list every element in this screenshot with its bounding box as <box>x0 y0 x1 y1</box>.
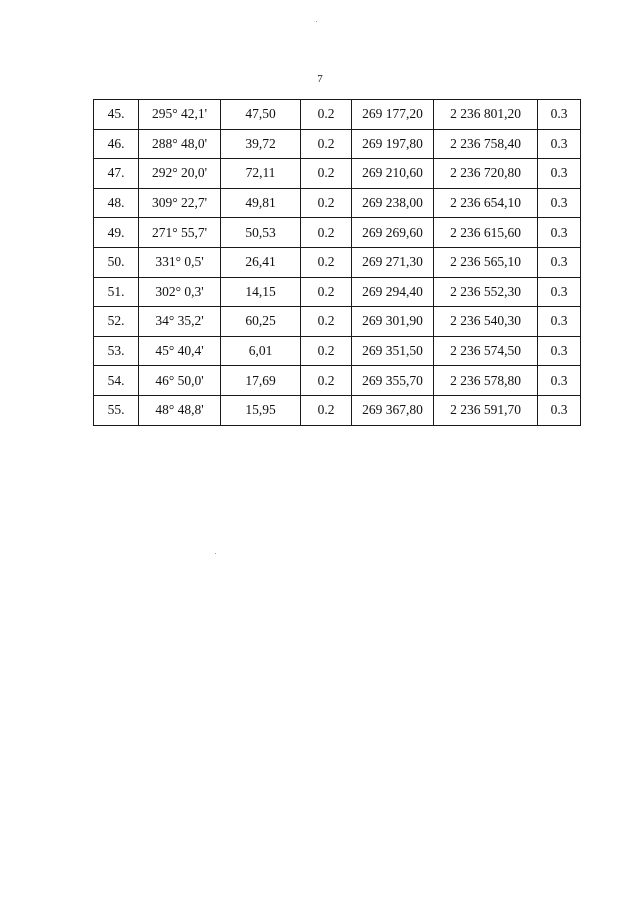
point-number-cell: 46. <box>94 129 139 159</box>
table-row <box>94 218 581 248</box>
distance-cell: 14,15 <box>221 277 301 307</box>
measurement-accuracy-cell: 0.2 <box>301 188 352 218</box>
table-row <box>94 100 581 130</box>
y-coordinate-cell: 2 236 654,10 <box>434 188 538 218</box>
table-row <box>94 395 581 425</box>
measurement-accuracy-cell: 0.2 <box>301 277 352 307</box>
table-row <box>94 336 581 366</box>
measurement-accuracy-cell: 0.2 <box>301 336 352 366</box>
distance-cell: 72,11 <box>221 159 301 189</box>
y-coordinate-cell: 2 236 615,60 <box>434 218 538 248</box>
measurement-accuracy-cell: 0.2 <box>301 395 352 425</box>
point-number-cell: 53. <box>94 336 139 366</box>
coordinates-table <box>93 99 581 426</box>
y-coordinate-cell: 2 236 591,70 <box>434 395 538 425</box>
x-coordinate-cell: 269 238,00 <box>352 188 434 218</box>
measurement-accuracy-cell: 0.2 <box>301 247 352 277</box>
coordinate-accuracy-cell: 0.3 <box>538 100 581 130</box>
distance-cell: 60,25 <box>221 307 301 337</box>
x-coordinate-cell: 269 355,70 <box>352 366 434 396</box>
y-coordinate-cell: 2 236 758,40 <box>434 129 538 159</box>
distance-cell: 6,01 <box>221 336 301 366</box>
x-coordinate-cell: 269 197,80 <box>352 129 434 159</box>
distance-cell: 49,81 <box>221 188 301 218</box>
measurement-accuracy-cell: 0.2 <box>301 129 352 159</box>
point-number-cell: 47. <box>94 159 139 189</box>
distance-cell: 39,72 <box>221 129 301 159</box>
direction-angle-cell: 46° 50,0' <box>139 366 221 396</box>
direction-angle-cell: 34° 35,2' <box>139 307 221 337</box>
y-coordinate-cell: 2 236 574,50 <box>434 336 538 366</box>
point-number-cell: 50. <box>94 247 139 277</box>
direction-angle-cell: 331° 0,5' <box>139 247 221 277</box>
x-coordinate-cell: 269 269,60 <box>352 218 434 248</box>
y-coordinate-cell: 2 236 801,20 <box>434 100 538 130</box>
x-coordinate-cell: 269 301,90 <box>352 307 434 337</box>
table-row <box>94 247 581 277</box>
point-number-cell: 52. <box>94 307 139 337</box>
table-row <box>94 188 581 218</box>
point-number-cell: 55. <box>94 395 139 425</box>
coordinate-accuracy-cell: 0.3 <box>538 307 581 337</box>
distance-cell: 47,50 <box>221 100 301 130</box>
distance-cell: 50,53 <box>221 218 301 248</box>
x-coordinate-cell: 269 367,80 <box>352 395 434 425</box>
measurement-accuracy-cell: 0.2 <box>301 159 352 189</box>
measurement-accuracy-cell: 0.2 <box>301 307 352 337</box>
distance-cell: 17,69 <box>221 366 301 396</box>
scan-speck-top <box>316 21 317 22</box>
direction-angle-cell: 295° 42,1' <box>139 100 221 130</box>
x-coordinate-cell: 269 271,30 <box>352 247 434 277</box>
x-coordinate-cell: 269 351,50 <box>352 336 434 366</box>
coordinate-accuracy-cell: 0.3 <box>538 247 581 277</box>
measurement-accuracy-cell: 0.2 <box>301 366 352 396</box>
y-coordinate-cell: 2 236 720,80 <box>434 159 538 189</box>
direction-angle-cell: 45° 40,4' <box>139 336 221 366</box>
direction-angle-cell: 288° 48,0' <box>139 129 221 159</box>
coordinate-accuracy-cell: 0.3 <box>538 366 581 396</box>
direction-angle-cell: 309° 22,7' <box>139 188 221 218</box>
coordinate-accuracy-cell: 0.3 <box>538 395 581 425</box>
y-coordinate-cell: 2 236 552,30 <box>434 277 538 307</box>
page-number: 7 <box>317 73 323 85</box>
table-row <box>94 277 581 307</box>
point-number-cell: 51. <box>94 277 139 307</box>
point-number-cell: 49. <box>94 218 139 248</box>
measurement-accuracy-cell: 0.2 <box>301 100 352 130</box>
coordinate-accuracy-cell: 0.3 <box>538 277 581 307</box>
direction-angle-cell: 48° 48,8' <box>139 395 221 425</box>
table-row <box>94 307 581 337</box>
direction-angle-cell: 302° 0,3' <box>139 277 221 307</box>
coordinate-accuracy-cell: 0.3 <box>538 129 581 159</box>
coordinate-accuracy-cell: 0.3 <box>538 188 581 218</box>
y-coordinate-cell: 2 236 578,80 <box>434 366 538 396</box>
x-coordinate-cell: 269 177,20 <box>352 100 434 130</box>
point-number-cell: 48. <box>94 188 139 218</box>
measurement-accuracy-cell: 0.2 <box>301 218 352 248</box>
coordinate-accuracy-cell: 0.3 <box>538 336 581 366</box>
direction-angle-cell: 292° 20,0' <box>139 159 221 189</box>
coordinate-accuracy-cell: 0.3 <box>538 159 581 189</box>
distance-cell: 26,41 <box>221 247 301 277</box>
coordinate-accuracy-cell: 0.3 <box>538 218 581 248</box>
y-coordinate-cell: 2 236 565,10 <box>434 247 538 277</box>
distance-cell: 15,95 <box>221 395 301 425</box>
direction-angle-cell: 271° 55,7' <box>139 218 221 248</box>
x-coordinate-cell: 269 210,60 <box>352 159 434 189</box>
y-coordinate-cell: 2 236 540,30 <box>434 307 538 337</box>
table-row <box>94 366 581 396</box>
table-row <box>94 129 581 159</box>
coordinates-table-body <box>94 100 581 426</box>
x-coordinate-cell: 269 294,40 <box>352 277 434 307</box>
point-number-cell: 54. <box>94 366 139 396</box>
scan-speck-middle <box>215 553 216 554</box>
point-number-cell: 45. <box>94 100 139 130</box>
table-row <box>94 159 581 189</box>
